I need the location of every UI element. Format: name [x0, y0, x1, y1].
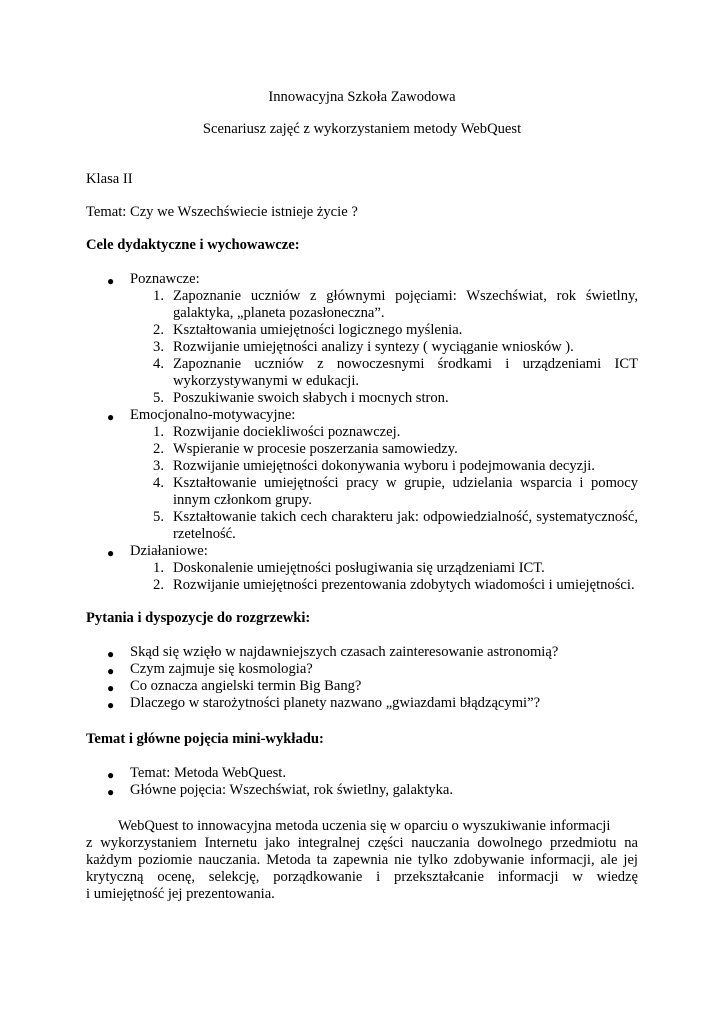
goal-item-text: rzetelność.: [173, 526, 236, 542]
item-number: 2.: [153, 441, 164, 457]
bullet-icon: ●: [107, 647, 115, 661]
item-number: 2.: [153, 322, 164, 338]
goal-item-text: galaktyka, „planeta pozasłoneczna”.: [173, 305, 385, 321]
bullet-icon: ●: [107, 768, 115, 782]
paragraph-line: każdym poziomie nauczania. Metoda ta zapewnia nie tylko zdobywanie informacji, ale jej: [86, 852, 638, 868]
paragraph-line: krytyczną ocenę, selekcję, porządkowanie i przekształcanie informacji w wiedzę: [86, 869, 638, 885]
item-number: 2.: [153, 577, 164, 593]
question-item: Co oznacza angielski termin Big Bang?: [130, 678, 362, 694]
item-number: 3.: [153, 458, 164, 474]
item-number: 5.: [153, 390, 164, 406]
bullet-icon: ●: [107, 274, 115, 288]
school-name: Innowacyjna Szkoła Zawodowa: [268, 89, 456, 105]
paragraph-line: z wykorzystaniem Internetu jako integralnej części nauczania dowolnego przedmiotu na: [86, 835, 638, 851]
goal-item-text: Kształtowanie umiejętności pracy w grupie, udzielania wsparcia i pomocy: [173, 475, 638, 491]
item-number: 4.: [153, 475, 164, 491]
bullet-icon: ●: [107, 785, 115, 799]
questions-heading: Pytania i dyspozycje do rozgrzewki:: [86, 610, 311, 626]
goal-item-text: Zapoznanie uczniów z głównymi pojęciami: Wszechświat, rok świetlny,: [173, 288, 638, 304]
question-item: Czym zajmuje się kosmologia?: [130, 661, 313, 677]
question-item: Skąd się wzięło w najdawniejszych czasach zainteresowanie astronomią?: [130, 644, 559, 660]
topic-line: Temat: Czy we Wszechświecie istnieje życie ?: [86, 204, 358, 220]
goals-heading: Cele dydaktyczne i wychowawcze:: [86, 237, 300, 253]
goal-item-text: Zapoznanie uczniów z nowoczesnymi środkami i urządzeniami ICT: [173, 356, 638, 372]
goal-item-text: Kształtowanie takich cech charakteru jak: odpowiedzialność, systematyczność,: [173, 509, 638, 525]
item-number: 4.: [153, 356, 164, 372]
goal-item-text: Rozwijanie dociekliwości poznawczej.: [173, 424, 401, 440]
goal-item-text: innym członkom grupy.: [173, 492, 312, 508]
bullet-icon: ●: [107, 664, 115, 678]
item-number: 1.: [153, 560, 164, 576]
goal-group-label: Emocjonalno-motywacyjne:: [130, 407, 296, 423]
bullet-icon: ●: [107, 681, 115, 695]
goal-item-text: wykorzystywanymi w edukacji.: [173, 373, 360, 389]
question-item: Dlaczego w starożytności planety nazwano „gwiazdami błądzącymi”?: [130, 695, 541, 711]
webquest-paragraph: [86, 818, 638, 903]
item-number: 3.: [153, 339, 164, 355]
scenario-title: Scenariusz zajęć z wykorzystaniem metody WebQuest: [202, 121, 522, 137]
paragraph-line: WebQuest to innowacyjna metoda uczenia się w oparciu o wyszukiwanie informacji: [118, 818, 611, 834]
goal-group-label: Działaniowe:: [130, 543, 208, 559]
goal-item-text: Poszukiwanie swoich słabych i mocnych stron.: [173, 390, 449, 406]
goal-item-text: Rozwijanie umiejętności analizy i syntezy ( wyciąganie wniosków ).: [173, 339, 574, 355]
goal-group-label: Poznawcze:: [130, 271, 200, 287]
lecture-item: Temat: Metoda WebQuest.: [130, 765, 286, 781]
lecture-item: Główne pojęcia: Wszechświat, rok świetlny, galaktyka.: [130, 782, 453, 798]
item-number: 1.: [153, 288, 164, 304]
goal-item-text: Wspieranie w procesie poszerzania samowiedzy.: [173, 441, 458, 457]
bullet-icon: ●: [107, 546, 115, 560]
goal-item-text: Rozwijanie umiejętności dokonywania wyboru i podejmowania decyzji.: [173, 458, 595, 474]
bullet-icon: ●: [107, 410, 115, 424]
goal-item-text: Doskonalenie umiejętności posługiwania się urządzeniami ICT.: [173, 560, 545, 576]
class-label: Klasa II: [86, 171, 133, 187]
lecture-heading: Temat i główne pojęcia mini-wykładu:: [86, 731, 324, 747]
bullet-icon: ●: [107, 698, 115, 712]
item-number: 1.: [153, 424, 164, 440]
paragraph-line: i umiejętność jej prezentowania.: [86, 886, 275, 902]
item-number: 5.: [153, 509, 164, 525]
goal-item-text: Rozwijanie umiejętności prezentowania zdobytych wiadomości i umiejętności.: [173, 577, 635, 593]
goal-item-text: Kształtowania umiejętności logicznego myślenia.: [173, 322, 463, 338]
